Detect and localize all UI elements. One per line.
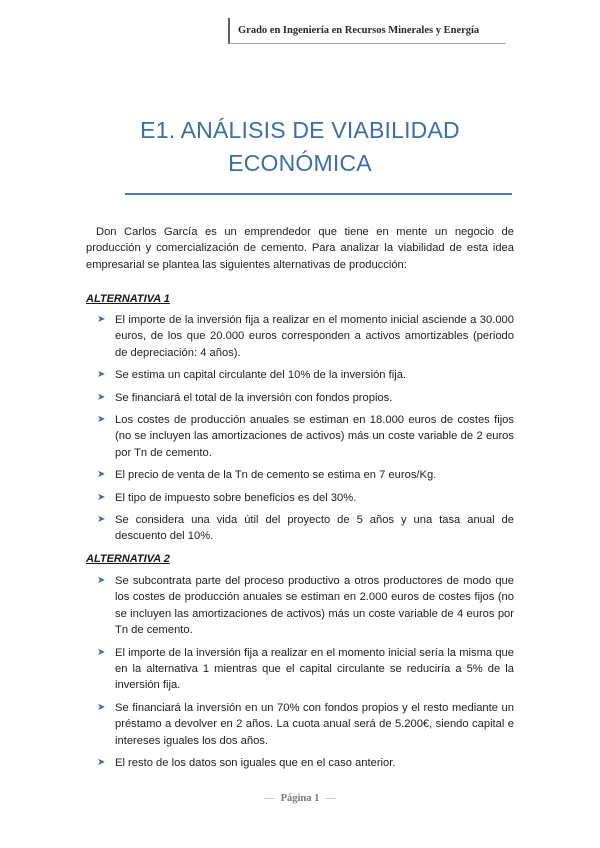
alternative-2-list	[97, 573, 514, 777]
title-divider	[125, 193, 512, 195]
arrow-bullet-icon: ➤	[97, 646, 106, 658]
list-item: ➤ Los costes de producción anuales se estiman en 18.000 euros de costes fijos (no se incluyen las amortizaciones de activos) más un coste variable de 2 euros por Tn de cemento.	[97, 414, 514, 459]
footer-dash-right: —	[325, 793, 336, 804]
alternative-1-list	[97, 312, 514, 551]
list-item: ➤ El importe de la inversión fija a realizar en el momento inicial asciende a 30.000 euros, de los que 20.000 euros corresponden a activos amortizables (periodo de depreciación: 4 años).	[97, 314, 514, 359]
title-line-2: ECONÓMICA	[228, 150, 372, 176]
title-line-1: E1. ANÁLISIS DE VIABILIDAD	[140, 117, 460, 143]
page-title	[86, 114, 514, 180]
list-item: ➤ El importe de la inversión fija a realizar en el momento inicial sería la misma que en la alternativa 1 mientras que el capital circulante se reduciría a 5% de la inversión fija.	[97, 646, 514, 692]
list-item: ➤ Se considera una vida útil del proyecto de 5 años y una tasa anual de descuento del 10%.	[97, 514, 514, 543]
intro-paragraph: Don Carlos García es un emprendedor que tiene en mente un negocio de producción y comercialización de cemento. Para analizar la viabilidad de esta idea empresarial se plantea las siguientes alternativas de producción:	[86, 226, 514, 271]
arrow-bullet-icon: ➤	[97, 469, 106, 481]
list-item: ➤ El tipo de impuesto sobre beneficios es del 30%.	[97, 490, 514, 506]
arrow-bullet-icon: ➤	[97, 575, 106, 586]
footer-dash-left: —	[264, 793, 275, 804]
list-item: ➤ Se financiará la inversión en un 70% con fondos propios y el resto mediante un préstamo a devolver en 2 años. La cuota anual será de 5.200€, siendo capital e intereses iguales los dos años.	[97, 701, 514, 747]
arrow-bullet-icon: ➤	[97, 369, 106, 381]
alternative-1-heading: ALTERNATIVA 1	[86, 293, 170, 305]
page-footer	[0, 793, 600, 804]
list-item: ➤ El resto de los datos son iguales que en el caso anterior.	[97, 755, 514, 771]
alternative-2-heading: ALTERNATIVA 2	[86, 553, 170, 565]
arrow-bullet-icon: ➤	[97, 701, 106, 713]
arrow-bullet-icon: ➤	[97, 757, 106, 769]
arrow-bullet-icon: ➤	[97, 491, 106, 503]
running-header	[228, 18, 506, 44]
list-item: ➤ Se subcontrata parte del proceso productivo a otros productores de modo que los costes de producción anuales se estiman en 2.000 euros de costes fijos (no se incluyen las amortizaciones de activos) más un coste variable de 4 euros por Tn de cemento.	[97, 575, 514, 637]
list-item: ➤ Se financiará el total de la inversión con fondos propios.	[97, 390, 514, 406]
arrow-bullet-icon: ➤	[97, 514, 106, 526]
arrow-bullet-icon: ➤	[97, 314, 106, 325]
list-item: ➤ Se estima un capital circulante del 10% de la inversión fija.	[97, 367, 514, 383]
arrow-bullet-icon: ➤	[97, 391, 106, 403]
list-item: ➤ El precio de venta de la Tn de cemento se estima en 7 euros/Kg.	[97, 467, 514, 483]
header-title: Grado en Ingeniería en Recursos Minerales y Energía	[238, 25, 480, 36]
page-number: Página 1	[280, 793, 320, 804]
arrow-bullet-icon: ➤	[97, 414, 106, 426]
